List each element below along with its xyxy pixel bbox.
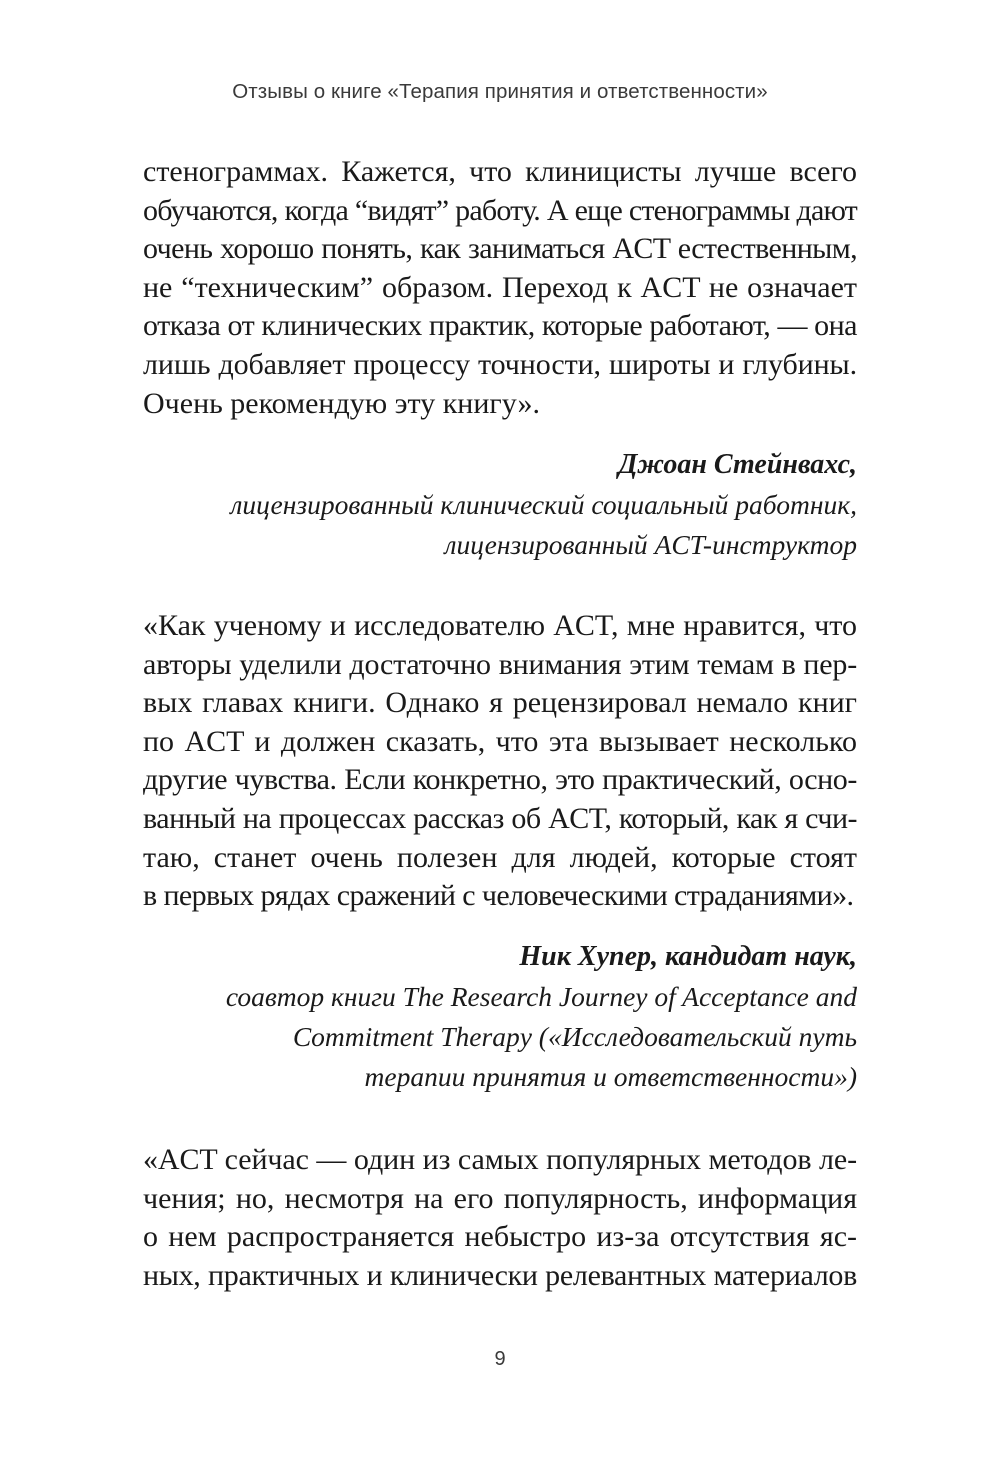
attribution-role: лицензированный клинический социальный работник, [230, 489, 857, 520]
text-line: «ACT сейчас — один из самых популярных методов ле- [143, 1143, 857, 1176]
page-number: 9 [494, 1348, 506, 1370]
text-line: отказа от клинических практик, которые работают, — она [143, 309, 857, 343]
text-line: таю, станет очень полезен для людей, которые стоят [143, 840, 857, 874]
attribution-name: Ник Хупер, кандидат наук, [519, 941, 857, 972]
text-line: о нем распространяется небыстро из-за отсутствия яс- [143, 1220, 857, 1254]
text-line: ных, практичных и клинически релевантных материалов [143, 1258, 857, 1292]
running-head: Отзывы о книге «Терапия принятия и ответственности» [232, 80, 768, 103]
text-line: Очень рекомендую эту книгу». [143, 386, 540, 420]
attribution-1 [143, 445, 857, 565]
text-line: ванный на процессах рассказ об ACT, который, как я счи- [143, 801, 857, 835]
text-line: чения; но, несмотря на его популярность, информация [143, 1181, 857, 1215]
text-line: не “техническим” образом. Переход к ACT не означает [143, 270, 857, 304]
text-line: обучаются, когда “видят” работу. А еще стенограммы дают [143, 193, 857, 227]
attribution-2 [143, 937, 857, 1097]
attribution-role: Commitment Therapy («Исследовательский путь [292, 1021, 857, 1052]
attribution-role: лицензированный ACT-инструктор [444, 529, 857, 560]
text-line: по ACT и должен сказать, что эта вызывает несколько [143, 724, 857, 758]
attribution-role: соавтор книги The Research Journey of Acceptance and [225, 981, 857, 1012]
text-line: «Как ученому и исследователю ACT, мне нравится, что [143, 609, 857, 642]
paragraph-3 [143, 1141, 857, 1295]
text-line: лишь добавляет процессу точности, широты и глубины. [143, 347, 857, 381]
text-line: стенограммах. Кажется, что клиницисты лучше всего [143, 155, 857, 188]
paragraph-1 [143, 153, 857, 423]
text-line: авторы уделили достаточно внимания этим темам в пер- [143, 647, 857, 681]
attribution-name: Джоан Стейнвахс, [618, 449, 857, 480]
text-line: в первых рядах сражений с человеческими страданиями». [143, 879, 854, 913]
paragraph-2 [143, 607, 857, 916]
attribution-role: терапии принятия и ответственности») [364, 1061, 857, 1092]
text-line: очень хорошо понять, как заниматься ACT естественным, [143, 232, 857, 266]
text-line: другие чувства. Если конкретно, это практический, осно- [143, 763, 857, 797]
text-line: вых главах книги. Однако я рецензировал немало книг [143, 686, 857, 720]
